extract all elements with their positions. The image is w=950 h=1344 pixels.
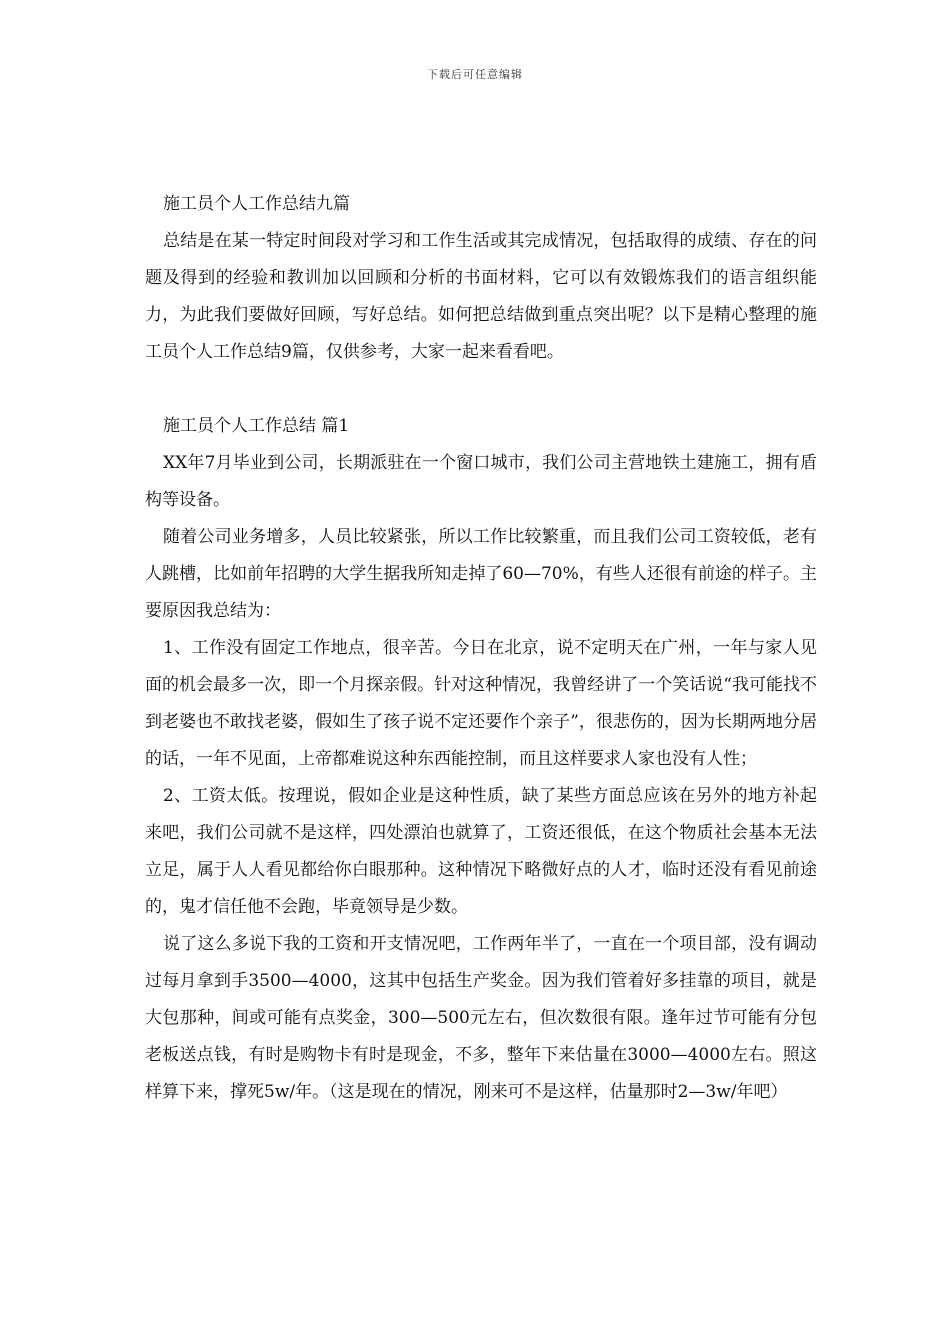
section-title: 施工员个人工作总结 篇1 xyxy=(163,416,350,436)
intro-paragraph: 总结是在某一特定时间段对学习和工作生活或其完成情况，包括取得的成绩、存在的问题及得到的经验和教训加以回顾和分析的书面材料，它可以有效锻炼我们的语言组织能力，为此我们要做好回顾，写好总结。如何把总结做到重点突出呢？以下是精心整理的施工员个人工作总结9篇，仅供参考，大家一起来看看吧。 xyxy=(145,231,817,362)
body-paragraph: 随着公司业务增多，人员比较紧张，所以工作比较繁重，而且我们公司工资较低，老有人跳槽，比如前年招聘的大学生据我所知走掉了60—70%，有些人还很有前途的样子。主要原因我总结为： xyxy=(145,527,817,621)
body-paragraph: 说了这么多说下我的工资和开支情况吧，工作两年半了，一直在一个项目部，没有调动过每月拿到手3500—4000，这其中包括生产奖金。因为我们管着好多挂靠的项目，就是大包那种，间或可能有点奖金，300—500元左右，但次数很有限。逢年过节可能有分包老板送点钱，有时是购物卡有时是现金，不多，整年下来估量在3000—4000左右。照这样算下来，撑死5w/年。（这是现在的情况，刚来可不是这样，估量那时2—3w/年吧） xyxy=(145,934,817,1102)
body-paragraph: XX年7月毕业到公司，长期派驻在一个窗口城市，我们公司主营地铁土建施工，拥有盾构等设备。 xyxy=(145,453,817,510)
body-paragraph: 1、工作没有固定工作地点，很辛苦。今日在北京，说不定明天在广州，一年与家人见面的机会最多一次，即一个月探亲假。针对这种情况，我曾经讲了一个笑话说“我可能找不到老婆也不敢找老婆，假如生了孩子说不定还要作个亲子”，很悲伤的，因为长期两地分居的话，一年不见面，上帝都难说这种东西能控制，而且这样要求人家也没有人性； xyxy=(145,638,817,769)
document-title: 施工员个人工作总结九篇 xyxy=(163,194,350,214)
body-paragraph: 2、工资太低。按理说，假如企业是这种性质，缺了某些方面总应该在另外的地方补起来吧，我们公司就不是这样，四处漂泊也就算了，工资还很低，在这个物质社会基本无法立足，属于人人看见都给你白眼那种。这种情况下略微好点的人才，临时还没有看见前途的，鬼才信任他不会跑，毕竟领导是少数。 xyxy=(145,786,817,917)
page-header: 下载后可任意编辑 xyxy=(427,68,523,81)
document-body xyxy=(145,186,817,1111)
paragraph-spacer xyxy=(145,371,817,408)
